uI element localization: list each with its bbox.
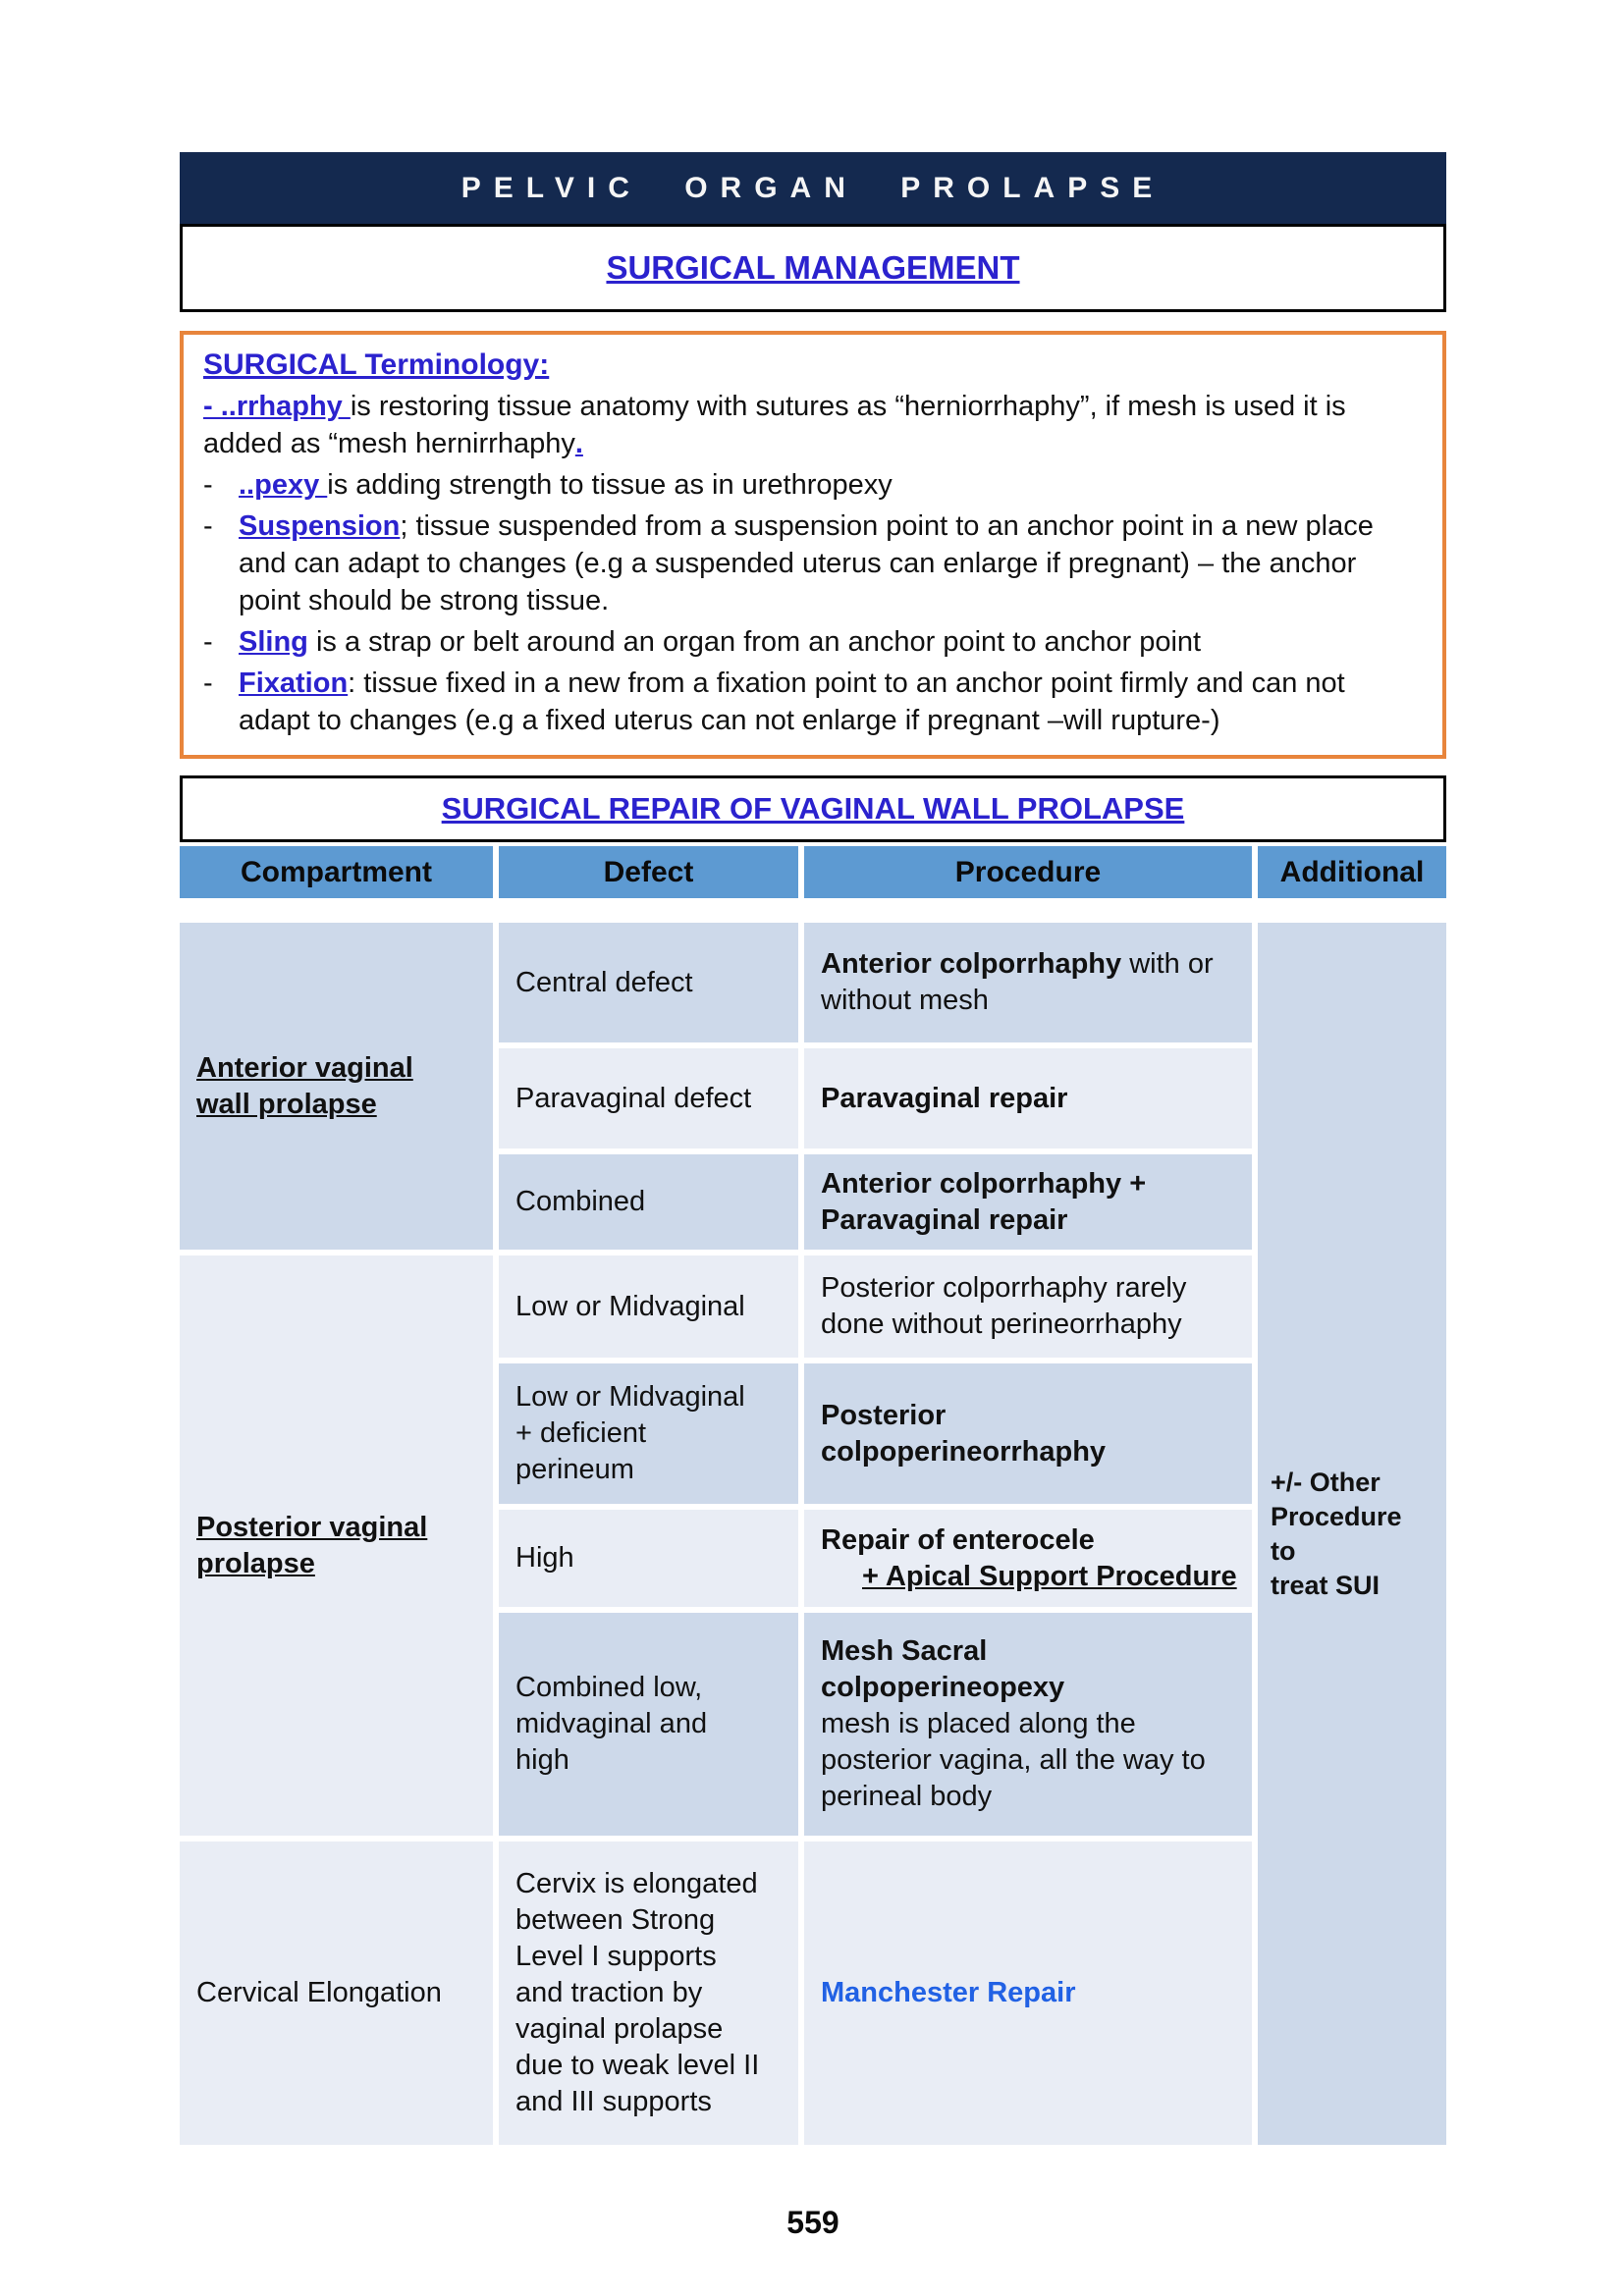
text-segment: posterior vagina, all the way to xyxy=(821,1744,1206,1776)
table-header-additional: Additional xyxy=(1258,846,1446,898)
text-segment: high xyxy=(515,1744,569,1776)
text-segment: - ..rrhaphy xyxy=(203,391,351,422)
text-segment: and can adapt to changes (e.g a suspended uterus can enlarge if pregnant) – the anchor xyxy=(239,548,1357,579)
compartment-cell-posterior xyxy=(180,1255,493,1836)
procedure-cell xyxy=(804,1842,1252,2145)
terminology-item-rrhaphy xyxy=(203,388,1423,462)
text-segment: Procedure to xyxy=(1271,1501,1402,1566)
table-title: SURGICAL REPAIR OF VAGINAL WALL PROLAPSE xyxy=(441,791,1185,826)
text-segment: Paravaginal defect xyxy=(515,1082,752,1114)
page-title: PELVIC ORGAN PROLAPSE xyxy=(460,171,1165,204)
text-segment: Fixation xyxy=(239,667,349,699)
terminology-item-text xyxy=(239,665,1423,739)
text-segment: perineal body xyxy=(821,1781,993,1812)
table-header-procedure: Procedure xyxy=(804,846,1252,898)
text-segment: due to weak level II xyxy=(515,2050,760,2081)
defect-text xyxy=(515,1670,707,1779)
text-segment: colpoperineorrhaphy xyxy=(821,1435,1107,1468)
text-segment: perineum xyxy=(515,1454,634,1485)
defect-text xyxy=(515,1081,751,1117)
defect-text xyxy=(515,1289,745,1325)
text-segment: ; tissue suspended from a suspension point to an anchor point in a new place xyxy=(400,510,1374,542)
text-segment: Anterior colporrhaphy xyxy=(821,948,1122,980)
procedure-text xyxy=(821,1398,1106,1470)
text-segment: point should be strong tissue. xyxy=(239,585,610,616)
text-segment: Level I supports xyxy=(515,1941,717,1972)
procedure-cell xyxy=(804,1255,1252,1358)
table-header-defect: Defect xyxy=(499,846,798,898)
defect-cell xyxy=(499,1255,798,1358)
text-segment: +/- Other xyxy=(1271,1467,1380,1497)
table-header-row xyxy=(180,846,1446,898)
defect-cell xyxy=(499,1363,798,1504)
text-segment: vaginal prolapse xyxy=(515,2013,724,2045)
procedure-text xyxy=(821,1166,1146,1239)
procedure-text xyxy=(821,1975,1076,2011)
defect-cell xyxy=(499,1613,798,1836)
text-segment: High xyxy=(515,1542,574,1574)
procedure-text xyxy=(821,1270,1238,1343)
text-segment: ..pexy xyxy=(239,469,328,501)
text-segment: Anterior colporrhaphy + xyxy=(821,1167,1147,1200)
compartment-label xyxy=(196,1510,427,1582)
text-segment: is restoring tissue anatomy with sutures as “herniorrhaphy”, if mesh is used it is xyxy=(350,391,1346,422)
procedure-cell xyxy=(804,1510,1252,1607)
text-segment: is adding strength to tissue as in urethropexy xyxy=(327,469,893,501)
text-segment: + Apical Support Procedure xyxy=(862,1560,1237,1592)
terminology-item-text xyxy=(203,388,1423,462)
text-segment: Low or Midvaginal xyxy=(515,1381,745,1413)
text-segment: is a strap or belt around an organ from an anchor point to anchor point xyxy=(307,626,1202,658)
text-segment: treat SUI xyxy=(1271,1570,1380,1600)
text-segment: + deficient xyxy=(515,1417,647,1449)
text-segment: colpoperineopexy xyxy=(821,1672,1065,1703)
text-segment: adapt to changes (e.g a fixed uterus can not enlarge if pregnant –will rupture-) xyxy=(239,705,1220,736)
text-segment: Manchester Repair xyxy=(821,1977,1076,2008)
text-segment: Sling xyxy=(239,626,308,658)
procedure-text xyxy=(821,1522,1237,1595)
terminology-item-suspension xyxy=(203,507,1423,619)
text-segment: wall prolapse xyxy=(196,1088,377,1120)
defect-text xyxy=(515,1379,745,1488)
terminology-item-pexy xyxy=(203,466,1423,504)
defect-cell xyxy=(499,1510,798,1607)
terminology-heading: SURGICAL Terminology: xyxy=(203,348,550,381)
text-segment: and III supports xyxy=(515,2086,712,2117)
bullet-dash: - xyxy=(203,510,213,542)
terminology-item-text xyxy=(239,623,1423,661)
terminology-item-fixation xyxy=(203,665,1423,739)
text-segment: Repair of enterocele xyxy=(821,1523,1095,1556)
subtitle-text: SURGICAL MANAGEMENT xyxy=(606,249,1020,286)
compartment-label xyxy=(196,1050,413,1123)
text-segment: Cervical Elongation xyxy=(196,1977,442,2008)
defect-text xyxy=(515,965,693,1001)
procedure-cell xyxy=(804,1048,1252,1148)
text-segment: mesh is placed along the xyxy=(821,1708,1136,1739)
table-title-box xyxy=(180,775,1446,842)
page-number: 559 xyxy=(786,2205,839,2240)
procedure-cell xyxy=(804,1363,1252,1504)
title-banner xyxy=(180,152,1446,224)
bullet-dash: - xyxy=(203,667,213,699)
terminology-item-sling xyxy=(203,623,1423,661)
table-header-compartment: Compartment xyxy=(180,846,493,898)
compartment-cell-anterior xyxy=(180,923,493,1250)
text-segment: between Strong xyxy=(515,1904,716,1936)
additional-note xyxy=(1271,1466,1433,1603)
terminology-item-text xyxy=(239,466,1423,504)
text-segment: Paravaginal repair xyxy=(821,1203,1068,1236)
text-segment: . xyxy=(574,428,583,459)
text-segment: midvaginal and xyxy=(515,1708,708,1739)
text-segment: Posterior colporrhaphy rarely done without perineorrhaphy xyxy=(821,1272,1187,1340)
text-segment: Posterior vaginal xyxy=(196,1511,428,1543)
text-segment: Mesh Sacral xyxy=(821,1635,988,1667)
procedure-text xyxy=(821,946,1238,1019)
text-segment: Paravaginal repair xyxy=(821,1082,1068,1114)
text-segment: prolapse xyxy=(196,1547,315,1579)
text-segment: Combined xyxy=(515,1186,646,1217)
procedure-text xyxy=(821,1633,1206,1815)
defect-cell xyxy=(499,923,798,1042)
defect-text xyxy=(515,1184,645,1220)
text-segment: with or without mesh xyxy=(821,948,1214,1016)
text-segment: Anterior vaginal xyxy=(196,1051,413,1084)
defect-text xyxy=(515,1866,759,2120)
terminology-item-text xyxy=(239,507,1423,619)
additional-cell xyxy=(1258,923,1446,2145)
bullet-dash: - xyxy=(203,469,213,501)
procedure-cell xyxy=(804,1154,1252,1250)
text-segment: added as “mesh hernirrhaphy xyxy=(203,428,575,459)
procedure-text xyxy=(821,1081,1067,1117)
table-body xyxy=(180,923,1446,2145)
text-segment: Cervix is elongated xyxy=(515,1868,758,1899)
text-segment: Central defect xyxy=(515,966,693,998)
defect-cell xyxy=(499,1154,798,1250)
subtitle-box xyxy=(180,224,1446,312)
compartment-cell-cervical xyxy=(180,1842,493,2145)
text-segment: and traction by xyxy=(515,1977,703,2008)
compartment-label xyxy=(196,1975,442,2011)
procedure-cell xyxy=(804,923,1252,1042)
text-segment: : tissue fixed in a new from a fixation point to an anchor point firmly and can not xyxy=(348,667,1345,699)
text-segment: Low or Midvaginal xyxy=(515,1290,745,1322)
text-segment: Posterior xyxy=(821,1399,947,1431)
text-segment: Combined low, xyxy=(515,1672,703,1703)
bullet-dash: - xyxy=(203,626,213,658)
procedure-cell xyxy=(804,1613,1252,1836)
defect-cell xyxy=(499,1842,798,2145)
defect-cell xyxy=(499,1048,798,1148)
defect-text xyxy=(515,1540,574,1576)
terminology-box xyxy=(180,331,1446,759)
text-segment: Suspension xyxy=(239,510,401,542)
